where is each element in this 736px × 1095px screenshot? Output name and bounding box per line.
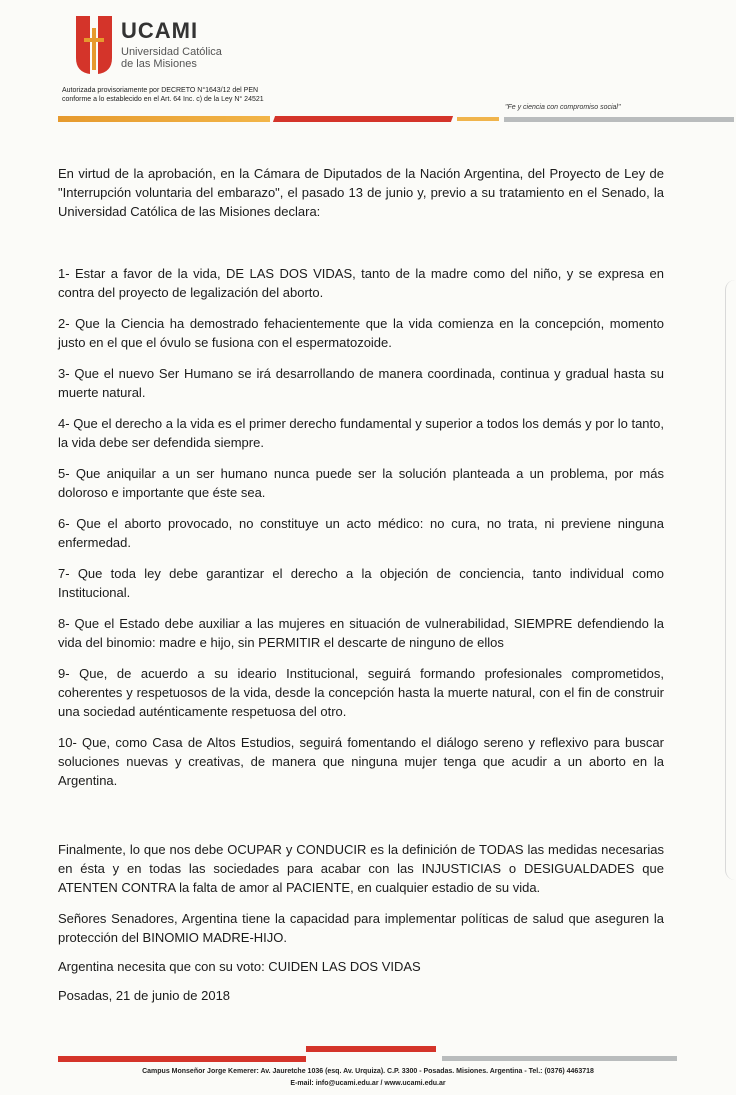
header-stripe-gray (504, 117, 734, 122)
brand-subtitle (121, 46, 261, 70)
closing-section (58, 840, 664, 1015)
header-stripe-accent (457, 117, 499, 121)
declaration-item: 8- Que el Estado debe auxiliar a las mujeres en situación de vulnerabilidad, SIEMPRE defendiendo la vida del binomio: madre e hijo, sin PERMITIR el descarte de ninguno de ellos (58, 616, 664, 650)
header-stripe-orange (58, 116, 270, 122)
header-stripe-red (273, 116, 453, 122)
declaration-item: 1- Estar a favor de la vida, DE LAS DOS VIDAS, tanto de la madre como del niño, y se expresa en contra del proyecto de legalización del aborto. (58, 266, 664, 300)
footer-stripe-gray (442, 1056, 677, 1061)
page-edge (725, 280, 736, 880)
declaration-item: 7- Que toda ley debe garantizar el derecho a la objeción de conciencia, tanto individual como Institucional. (58, 566, 664, 600)
brand-subtitle-line1: Universidad Católica (121, 46, 222, 58)
authorization-line2: conforme a lo establecido en el Art. 64 Inc. c) de la Ley N° 24521 (62, 96, 264, 103)
declaration-item: 9- Que, de acuerdo a su ideario Institucional, seguirá formando profesionales comprometidos, coherentes y respetuosos de la vida, desde la concepción hasta la muerte natural, con el fin de construir una sociedad auténticamente respetuosa del otro. (58, 666, 664, 719)
authorization-note (62, 86, 382, 104)
declaration-item: 5- Que aniquilar a un ser humano nunca puede ser la solución planteada a un problema, por más doloroso e importante que éste sea. (58, 466, 664, 500)
footer-contact: E-mail: info@ucami.edu.ar / www.ucami.edu.ar (290, 1080, 446, 1087)
declaration-item: 6- Que el aborto provocado, no constituye un acto médico: no cura, no trata, ni previene ninguna enfermedad. (58, 516, 664, 550)
declaration-item: 4- Que el derecho a la vida es el primer derecho fundamental y superior a todos los demás y por lo tanto, la vida debe ser defendida siempre. (58, 416, 664, 450)
footer-stripe-red (58, 1056, 306, 1062)
footer-stripe-red-raised (306, 1046, 436, 1052)
intro-paragraph: En virtud de la aprobación, en la Cámara de Diputados de la Nación Argentina, del Proyecto de Ley de "Interrupción voluntaria del embarazo", el pasado 13 de junio y, previo a su tratamiento en el Senado, la Universidad Católica de las Misiones declara: (58, 166, 664, 219)
motto: "Fe y ciencia con compromiso social" (505, 104, 621, 111)
footer-address: Campus Monseñor Jorge Kemerer: Av. Jauretche 1036 (esq. Av. Urquiza). C.P. 3300 - Posadas. Misiones. Argentina - Tel.: (0376) 4463718 (142, 1068, 594, 1075)
declaration-item: 2- Que la Ciencia ha demostrado fehacientemente que la vida comienza en la concepción, momento justo en el que el óvulo se fusiona con el espermatozoide. (58, 316, 664, 350)
declaration-item: 3- Que el nuevo Ser Humano se irá desarrollando de manera coordinada, continua y gradual hasta su muerte natural. (58, 366, 664, 400)
declaration-item: 10- Que, como Casa de Altos Estudios, seguirá fomentando el diálogo sereno y reflexivo para buscar soluciones nuevas y creativas, de manera que ninguna mujer tenga que acudir a un aborto en la Argentina. (58, 735, 664, 788)
date-line: Posadas, 21 de junio de 2018 (58, 988, 231, 1003)
declaration-list (58, 264, 664, 802)
vote-paragraph: Argentina necesita que con su voto: CUIDEN LAS DOS VIDAS (58, 959, 421, 974)
brand-name: UCAMI (121, 18, 199, 43)
closing-paragraph: Finalmente, lo que nos debe OCUPAR y CONDUCIR es la definición de TODAS las medidas necesarias en ésta y en todas las sociedades para acabar con las INJUSTICIAS o DESIGUALDADES que ATENTEN CONTRA la falta de amor al PACIENTE, en cualquier estadio de su vida. (58, 842, 664, 895)
senators-paragraph: Señores Senadores, Argentina tiene la capacidad para implementar políticas de salud que aseguren la protección del BINOMIO MADRE-HIJO. (58, 911, 664, 945)
ucami-logo-icon (72, 14, 116, 80)
authorization-line1: Autorizada provisoriamente por DECRETO N°1643/12 del PEN (62, 87, 259, 94)
brand-subtitle-line2: de las Misiones (121, 58, 197, 70)
